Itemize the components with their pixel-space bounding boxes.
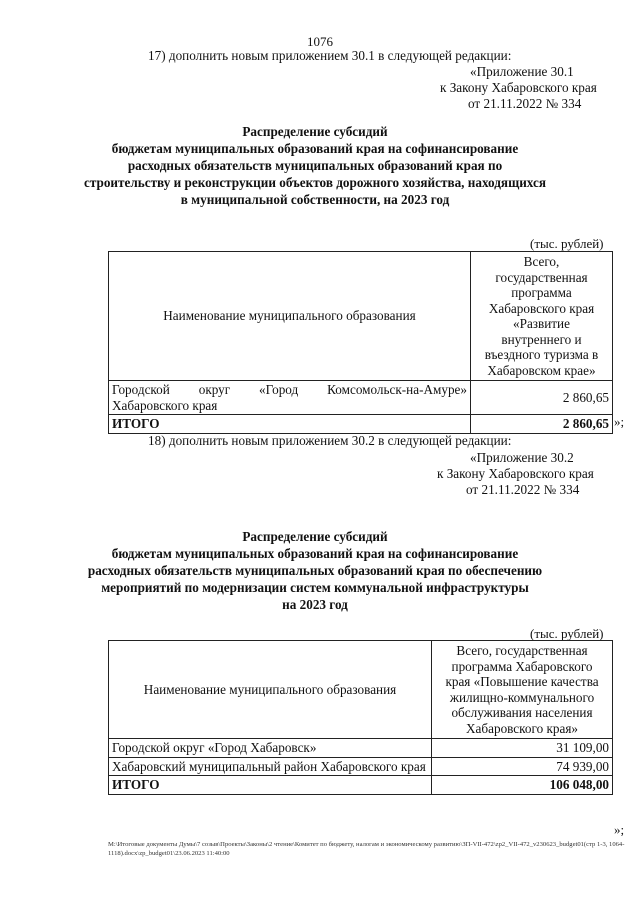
table-header-row (109, 641, 613, 739)
table-row (109, 381, 613, 415)
table-row (109, 739, 613, 758)
table-total-row (109, 415, 613, 434)
unit-label: (тыс. рублей) (530, 236, 604, 251)
section-17-title (80, 123, 550, 208)
table-total-row (109, 776, 613, 795)
header-name: Наименование муниципального образования (109, 252, 471, 381)
appendix-30-2-law: к Закону Хабаровского края (437, 466, 594, 481)
total-value: 106 048,00 (432, 776, 613, 795)
appendix-30-1-law: к Закону Хабаровского края (440, 80, 597, 95)
title-line: Распределение субсидий (242, 529, 388, 544)
title-line: в муниципальной собственности, на 2023 год (180, 192, 450, 207)
title-line: мероприятий по модернизации систем коммунальной инфраструктуры (101, 580, 529, 595)
page-number: 1076 (307, 34, 333, 49)
row-value: 74 939,00 (432, 757, 613, 776)
appendix-30-2-title: «Приложение 30.2 (470, 450, 574, 465)
table-header-row (109, 252, 613, 381)
row-value: 2 860,65 (470, 381, 612, 415)
row-name: Городской округ «Город Хабаровск» (109, 739, 432, 758)
subsidy-table-30-1 (108, 251, 613, 434)
header-value: Всего, государственная программа Хабаровского края «Повышение качества жилищно-коммунального обслуживания населения Хабаровского края» (432, 641, 613, 739)
total-label: ИТОГО (109, 776, 432, 795)
total-label: ИТОГО (109, 415, 471, 434)
item-18-line: 18) дополнить новым приложением 30.2 в следующей редакции: (148, 433, 512, 448)
appendix-30-2-date: от 21.11.2022 № 334 (466, 482, 580, 497)
file-path-footer: M:\Итоговые документы Думы\7 созыв\Проекты\Законы\2 чтение\Комитет по бюджету, налогам и экономическому развитию\ЗП-VII-472\zp2_VII-472_v230623_budget01(стр 1-3, 1064-1118).docx\zp_budget01\23.06.2023 11:40:00 (108, 841, 625, 857)
title-line: расходных обязательств муниципальных образований края по (127, 158, 503, 173)
title-line: расходных обязательств муниципальных образований края по обеспечению (87, 563, 543, 578)
closing-quote: »; (614, 414, 625, 429)
row-name: Хабаровский муниципальный район Хабаровского края (109, 757, 432, 776)
row-name: Городской округ «Город Комсомольск-на-Амуре» Хабаровского края (109, 381, 471, 415)
appendix-30-1-date: от 21.11.2022 № 334 (468, 96, 582, 111)
unit-label: (тыс. рублей) (530, 626, 604, 641)
title-line: на 2023 год (282, 597, 348, 612)
header-name: Наименование муниципального образования (109, 641, 432, 739)
item-17-line: 17) дополнить новым приложением 30.1 в следующей редакции: (148, 48, 512, 63)
title-line: бюджетам муниципальных образований края на софинансирование (111, 546, 519, 561)
closing-quote: »; (614, 822, 625, 837)
appendix-30-1-title: «Приложение 30.1 (470, 64, 574, 79)
subsidy-table-30-2 (108, 640, 613, 795)
row-value: 31 109,00 (432, 739, 613, 758)
title-line: бюджетам муниципальных образований края на софинансирование (111, 141, 519, 156)
total-value: 2 860,65 (470, 415, 612, 434)
title-line: Распределение субсидий (242, 124, 388, 139)
section-18-title (80, 528, 550, 613)
table-row (109, 757, 613, 776)
title-line: строительству и реконструкции объектов дорожного хозяйства, находящихся (84, 175, 546, 190)
header-value: Всего, государственная программа Хабаровского края «Развитие внутреннего и въездного туризма в Хабаровском крае» (470, 252, 612, 381)
